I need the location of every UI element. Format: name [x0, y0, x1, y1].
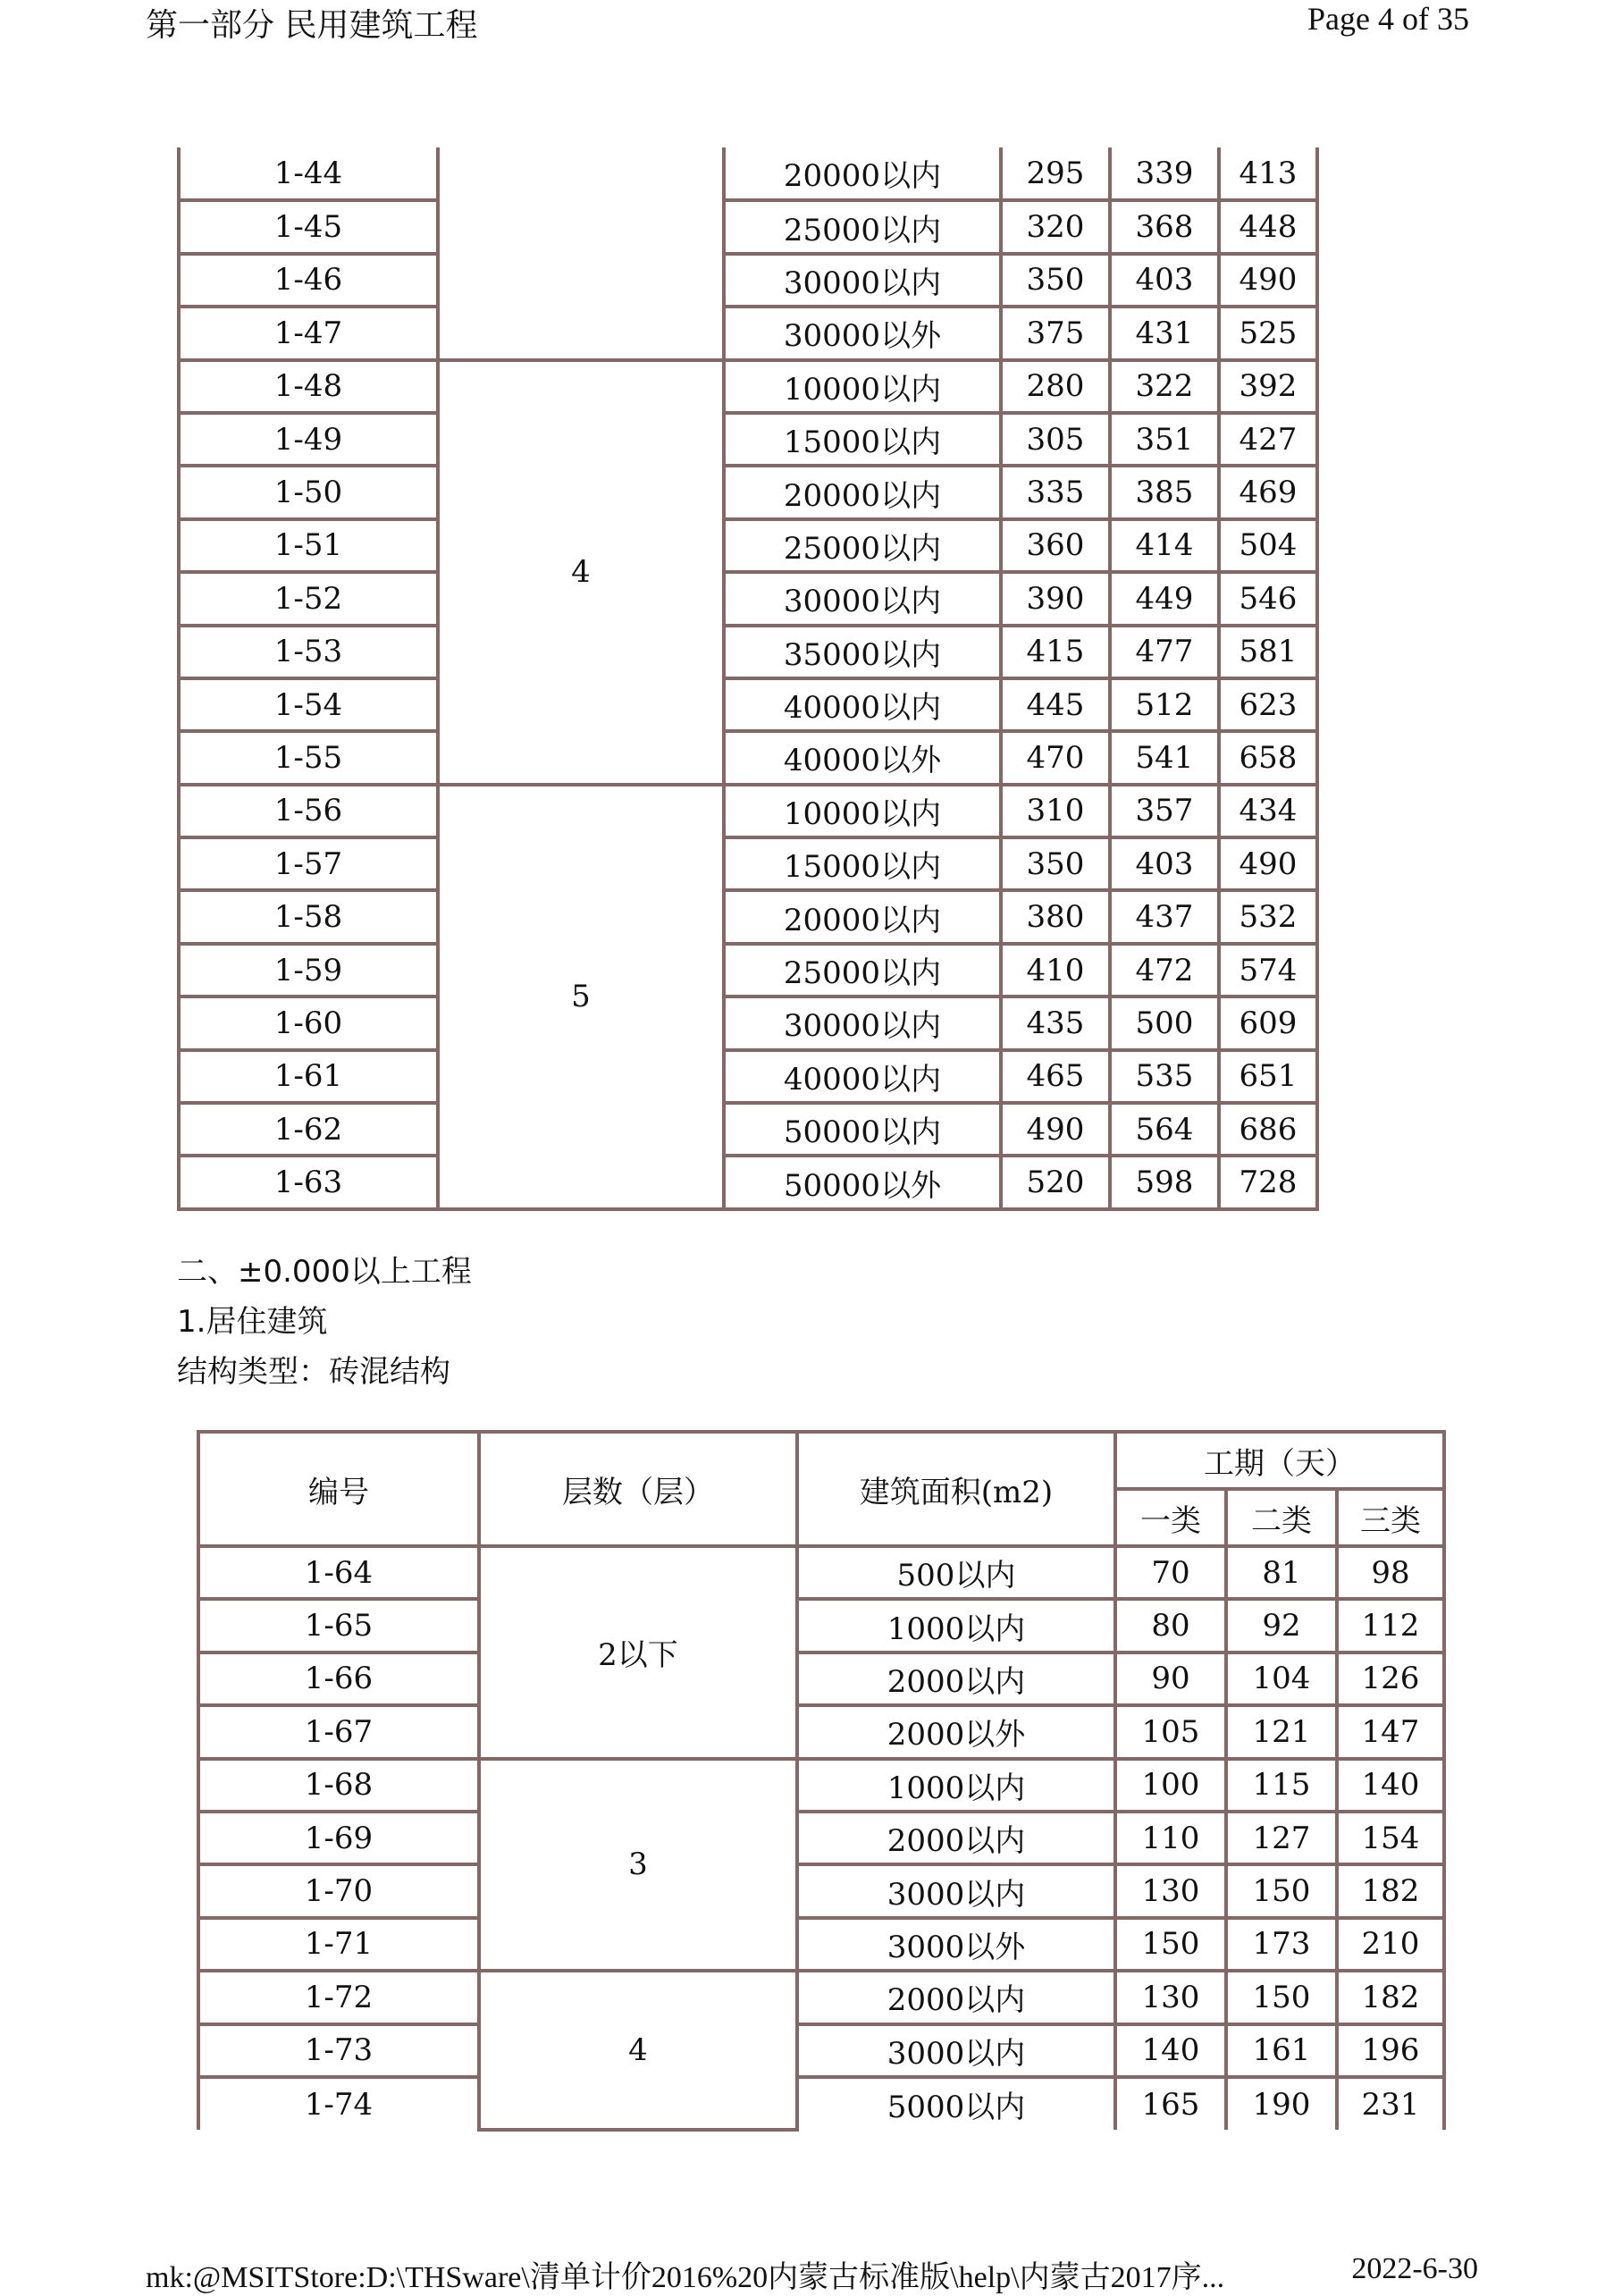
- cell-class2: 368: [1110, 200, 1219, 253]
- cell-area: 3000以内: [797, 2024, 1115, 2077]
- cell-class1: 295: [1001, 147, 1110, 200]
- cell-area: 2000以内: [797, 1653, 1115, 1705]
- cell-code: 1-47: [179, 307, 438, 359]
- cell-area: 1000以内: [797, 1599, 1115, 1652]
- cell-area: 2000以内: [797, 1812, 1115, 1864]
- cell-area: 30000以内: [724, 254, 1001, 307]
- cell-class1: 360: [1001, 519, 1110, 572]
- cell-class1: 410: [1001, 944, 1110, 997]
- table-row: [198, 1546, 1444, 1599]
- table-row: [198, 1599, 1444, 1652]
- cell-class3: 651: [1219, 1050, 1317, 1103]
- cell-class2: 92: [1226, 1599, 1337, 1652]
- cell-class3: 196: [1337, 2024, 1444, 2077]
- cell-area: 2000以内: [797, 1971, 1115, 2023]
- cell-class3: 147: [1337, 1705, 1444, 1758]
- cell-class3: 154: [1337, 1812, 1444, 1864]
- cell-area: 15000以内: [724, 837, 1001, 890]
- cell-area: 25000以内: [724, 519, 1001, 572]
- cell-class1: 320: [1001, 200, 1110, 253]
- page-header-title: 第一部分 民用建筑工程: [146, 7, 478, 44]
- cell-area: 20000以内: [724, 466, 1001, 518]
- cell-class3: 658: [1219, 731, 1317, 784]
- header-class3: 三类: [1337, 1489, 1444, 1546]
- cell-class2: 81: [1226, 1546, 1337, 1599]
- cell-class1: 130: [1115, 1864, 1226, 1917]
- cell-class2: 150: [1226, 1971, 1337, 2023]
- cell-area: 40000以内: [724, 1050, 1001, 1103]
- table-row: [179, 785, 1317, 837]
- cell-class2: 437: [1110, 890, 1219, 943]
- cell-code: 1-72: [198, 1971, 479, 2023]
- cell-class2: 190: [1226, 2077, 1337, 2130]
- cell-floors: 4: [479, 1971, 797, 2130]
- cell-class2: 541: [1110, 731, 1219, 784]
- cell-code: 1-65: [198, 1599, 479, 1652]
- cell-class3: 392: [1219, 360, 1317, 413]
- cell-class2: 535: [1110, 1050, 1219, 1103]
- cell-class3: 210: [1337, 1918, 1444, 1971]
- cell-code: 1-58: [179, 890, 438, 943]
- cell-class2: 512: [1110, 678, 1219, 731]
- table-row: [198, 2077, 1444, 2130]
- cell-class3: 532: [1219, 890, 1317, 943]
- cell-class1: 130: [1115, 1971, 1226, 2023]
- table-row: [179, 307, 1317, 359]
- cell-area: 2000以外: [797, 1705, 1115, 1758]
- cell-class3: 140: [1337, 1759, 1444, 1812]
- cell-code: 1-54: [179, 678, 438, 731]
- section-heading: 二、±0.000以上工程: [177, 1254, 472, 1290]
- cell-code: 1-59: [179, 944, 438, 997]
- cell-class3: 112: [1337, 1599, 1444, 1652]
- cell-class3: 231: [1337, 2077, 1444, 2130]
- cell-code: 1-68: [198, 1759, 479, 1812]
- table-row: [198, 1759, 1444, 1812]
- cell-code: 1-44: [179, 147, 438, 200]
- cell-floors: 5: [438, 785, 724, 1209]
- cell-class2: 472: [1110, 944, 1219, 997]
- cell-code: 1-55: [179, 731, 438, 784]
- header-class2: 二类: [1226, 1489, 1337, 1546]
- cell-class3: 728: [1219, 1156, 1317, 1208]
- cell-code: 1-61: [179, 1050, 438, 1103]
- header-floors: 层数（层）: [479, 1432, 797, 1546]
- cell-class1: 375: [1001, 307, 1110, 359]
- cell-code: 1-66: [198, 1653, 479, 1705]
- table-row: [179, 837, 1317, 890]
- cell-area: 40000以内: [724, 678, 1001, 731]
- footer-path: mk:@MSITStore:D:\THSware\清单计价2016%20内蒙古标准版\help\内蒙古2017序...: [146, 2261, 1225, 2294]
- table-row: [179, 466, 1317, 518]
- cell-area: 3000以外: [797, 1918, 1115, 1971]
- cell-class1: 110: [1115, 1812, 1226, 1864]
- table-row: [198, 1653, 1444, 1705]
- cell-class1: 350: [1001, 837, 1110, 890]
- cell-code: 1-57: [179, 837, 438, 890]
- table-row: [179, 626, 1317, 678]
- header-area: 建筑面积(m2): [797, 1432, 1115, 1546]
- cell-class3: 434: [1219, 785, 1317, 837]
- cell-class1: 335: [1001, 466, 1110, 518]
- table-row: [198, 1812, 1444, 1864]
- cell-class1: 380: [1001, 890, 1110, 943]
- cell-area: 500以内: [797, 1546, 1115, 1599]
- cell-code: 1-45: [179, 200, 438, 253]
- cell-class2: 351: [1110, 413, 1219, 466]
- table-row: [179, 890, 1317, 943]
- cell-class1: 90: [1115, 1653, 1226, 1705]
- cell-floors: 4: [438, 360, 724, 785]
- cell-area: 10000以内: [724, 785, 1001, 837]
- cell-class3: 469: [1219, 466, 1317, 518]
- cell-code: 1-51: [179, 519, 438, 572]
- cell-class2: 339: [1110, 147, 1219, 200]
- cell-class1: 140: [1115, 2024, 1226, 2077]
- cell-class1: 490: [1001, 1103, 1110, 1156]
- cell-class1: 465: [1001, 1050, 1110, 1103]
- cell-class2: 385: [1110, 466, 1219, 518]
- cell-class1: 350: [1001, 254, 1110, 307]
- cell-code: 1-46: [179, 254, 438, 307]
- cell-class1: 445: [1001, 678, 1110, 731]
- cell-code: 1-48: [179, 360, 438, 413]
- cell-class3: 504: [1219, 519, 1317, 572]
- cell-area: 35000以内: [724, 626, 1001, 678]
- table-row: [179, 1103, 1317, 1156]
- cell-area: 3000以内: [797, 1864, 1115, 1917]
- cell-code: 1-62: [179, 1103, 438, 1156]
- cell-code: 1-69: [198, 1812, 479, 1864]
- cell-code: 1-67: [198, 1705, 479, 1758]
- cell-area: 15000以内: [724, 413, 1001, 466]
- page-number: Page 4 of 35: [1307, 1, 1469, 37]
- table-row: [198, 1918, 1444, 1971]
- table-row: [179, 997, 1317, 1049]
- header-period: 工期（天）: [1115, 1432, 1444, 1489]
- cell-area: 25000以内: [724, 200, 1001, 253]
- table-row: [198, 1705, 1444, 1758]
- cell-class2: 598: [1110, 1156, 1219, 1208]
- cell-class3: 623: [1219, 678, 1317, 731]
- cell-code: 1-50: [179, 466, 438, 518]
- cell-class3: 581: [1219, 626, 1317, 678]
- cell-floors: [438, 147, 724, 360]
- table-row: [179, 678, 1317, 731]
- cell-class2: 127: [1226, 1812, 1337, 1864]
- cell-area: 20000以内: [724, 147, 1001, 200]
- table-row: [198, 1864, 1444, 1917]
- cell-class2: 414: [1110, 519, 1219, 572]
- cell-class2: 115: [1226, 1759, 1337, 1812]
- table-row: [179, 572, 1317, 625]
- cell-class2: 403: [1110, 837, 1219, 890]
- cell-class2: 403: [1110, 254, 1219, 307]
- cell-floors: 3: [479, 1759, 797, 1972]
- cell-class1: 70: [1115, 1546, 1226, 1599]
- cell-code: 1-74: [198, 2077, 479, 2130]
- table-row: [179, 731, 1317, 784]
- table-row: [179, 519, 1317, 572]
- cell-class1: 310: [1001, 785, 1110, 837]
- table-row: [179, 200, 1317, 253]
- cell-class1: 435: [1001, 997, 1110, 1049]
- cell-class3: 182: [1337, 1864, 1444, 1917]
- cell-area: 10000以内: [724, 360, 1001, 413]
- cell-class3: 686: [1219, 1103, 1317, 1156]
- cell-class1: 390: [1001, 572, 1110, 625]
- cell-class1: 470: [1001, 731, 1110, 784]
- cell-class2: 322: [1110, 360, 1219, 413]
- cell-class3: 490: [1219, 254, 1317, 307]
- cell-code: 1-71: [198, 1918, 479, 1971]
- cell-class2: 121: [1226, 1705, 1337, 1758]
- table-row: [179, 413, 1317, 466]
- cell-class1: 80: [1115, 1599, 1226, 1652]
- cell-area: 50000以内: [724, 1103, 1001, 1156]
- cell-area: 20000以内: [724, 890, 1001, 943]
- cell-code: 1-53: [179, 626, 438, 678]
- cell-class3: 427: [1219, 413, 1317, 466]
- cell-area: 30000以外: [724, 307, 1001, 359]
- structure-type-label: 结构类型：砖混结构: [177, 1354, 450, 1390]
- header-code: 编号: [198, 1432, 479, 1546]
- cell-class3: 98: [1337, 1546, 1444, 1599]
- cell-class1: 105: [1115, 1705, 1226, 1758]
- cell-class1: 280: [1001, 360, 1110, 413]
- cell-class1: 150: [1115, 1918, 1226, 1971]
- table-row: [179, 944, 1317, 997]
- cell-class2: 104: [1226, 1653, 1337, 1705]
- cell-class2: 477: [1110, 626, 1219, 678]
- cell-class3: 490: [1219, 837, 1317, 890]
- table-row: [179, 1156, 1317, 1208]
- table-row: [198, 2024, 1444, 2077]
- cell-area: 25000以内: [724, 944, 1001, 997]
- cell-code: 1-60: [179, 997, 438, 1049]
- cell-class2: 564: [1110, 1103, 1219, 1156]
- residential-duration-table: [197, 1430, 1446, 2132]
- table-row: [179, 147, 1317, 200]
- cell-code: 1-63: [179, 1156, 438, 1208]
- table-row: [179, 360, 1317, 413]
- cell-class1: 100: [1115, 1759, 1226, 1812]
- cell-code: 1-52: [179, 572, 438, 625]
- cell-floors: 2以下: [479, 1546, 797, 1759]
- cell-class1: 305: [1001, 413, 1110, 466]
- cell-class2: 150: [1226, 1864, 1337, 1917]
- table-row: [179, 254, 1317, 307]
- section-subheading: 1.居住建筑: [177, 1304, 328, 1340]
- cell-class2: 449: [1110, 572, 1219, 625]
- duration-table-continued: [177, 147, 1319, 1211]
- cell-class1: 165: [1115, 2077, 1226, 2130]
- footer-date: 2022-6-30: [1351, 2252, 1478, 2285]
- cell-area: 50000以外: [724, 1156, 1001, 1208]
- cell-code: 1-70: [198, 1864, 479, 1917]
- cell-class3: 546: [1219, 572, 1317, 625]
- header-class1: 一类: [1115, 1489, 1226, 1546]
- cell-class1: 520: [1001, 1156, 1110, 1208]
- cell-area: 30000以内: [724, 997, 1001, 1049]
- cell-class3: 448: [1219, 200, 1317, 253]
- cell-class3: 609: [1219, 997, 1317, 1049]
- cell-class2: 357: [1110, 785, 1219, 837]
- cell-class2: 500: [1110, 997, 1219, 1049]
- cell-class3: 182: [1337, 1971, 1444, 2023]
- cell-class1: 415: [1001, 626, 1110, 678]
- table-row: [198, 1971, 1444, 2023]
- cell-code: 1-49: [179, 413, 438, 466]
- table-row: [179, 1050, 1317, 1103]
- cell-area: 30000以内: [724, 572, 1001, 625]
- cell-class2: 161: [1226, 2024, 1337, 2077]
- cell-class2: 173: [1226, 1918, 1337, 1971]
- cell-area: 40000以外: [724, 731, 1001, 784]
- cell-class3: 126: [1337, 1653, 1444, 1705]
- cell-code: 1-64: [198, 1546, 479, 1599]
- cell-code: 1-73: [198, 2024, 479, 2077]
- cell-class3: 574: [1219, 944, 1317, 997]
- cell-class2: 431: [1110, 307, 1219, 359]
- cell-area: 1000以内: [797, 1759, 1115, 1812]
- cell-code: 1-56: [179, 785, 438, 837]
- cell-area: 5000以内: [797, 2077, 1115, 2130]
- cell-class3: 413: [1219, 147, 1317, 200]
- cell-class3: 525: [1219, 307, 1317, 359]
